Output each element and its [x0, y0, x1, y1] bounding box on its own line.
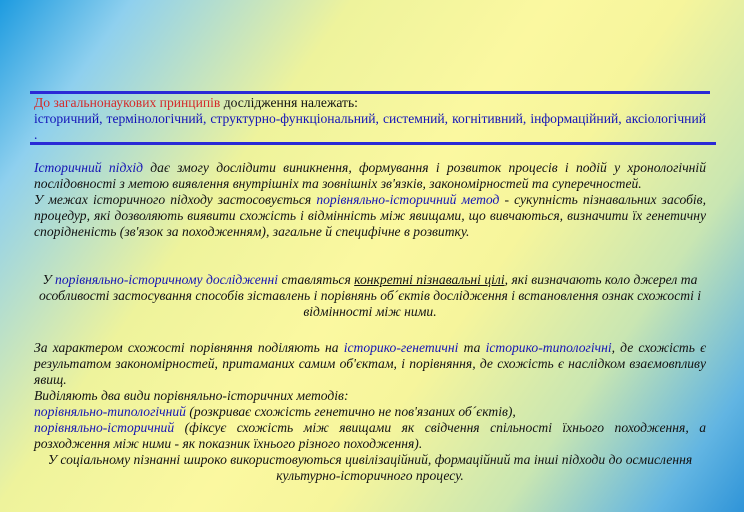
historical-method-text-b: - сукупність пізнавальних засобів, процедур, які дозволяють виявити схожість і відмінність між явищами, що вивчаються, визначити їх генетичну спорідненість (зв'язок за походженням), загальне й специфічне в розвитку. [34, 192, 706, 239]
historical-approach-term: Історичний підхід [34, 160, 144, 175]
comparison-types-paragraph [34, 340, 706, 388]
typological-description: (розкриває схожість генетично не пов'язаних об´єктів), [185, 404, 516, 419]
intro-block [34, 95, 706, 143]
historical-method-text-a: У межах історичного підходу застосовується [34, 192, 317, 207]
bottom-divider-line [30, 142, 716, 145]
historical-approach-paragraph [34, 160, 706, 240]
two-methods-line: Виділяють два види порівняльно-історичних методів: [34, 388, 349, 403]
comparative-study-term: порівняльно-історичному дослідженні [55, 272, 279, 287]
types-text-c: , де схожість є результатом закономірностей, притаманих самим об'єктам, і порівняння, де схожість є наслідком взаємовпливу явищ. [34, 340, 706, 387]
comparison-types-section [34, 340, 706, 484]
historical-approach-text: дає змогу дослідити виникнення, формування і розвиток процесів і подій у хронологічній послідовності з метою виявлення внутрішніх та зовнішніх зв'язків, закономірностей та суперечностей. [34, 160, 706, 191]
comparative-historical-method-term: порівняльно-історичний метод [316, 192, 500, 207]
comparative-study-paragraph [34, 272, 706, 320]
types-text-b: та [458, 340, 486, 355]
intro-red-text: До загальнонаукових принципів [34, 95, 221, 110]
social-cognition-line: У соціальному пізнанні широко використовуються цивілізаційний, формаційний та інші підходи до осмислення культурно-історичного процесу. [47, 452, 693, 483]
historical-typological-term: історико-типологічні [485, 340, 612, 355]
typological-method-line [34, 404, 706, 420]
comparative-text-a: У [42, 272, 56, 287]
historical-method-line [34, 420, 706, 452]
comparative-typological-term: порівняльно-типологічний [34, 404, 186, 419]
intro-black-text: дослідження належать: [220, 95, 358, 110]
intro-heading [34, 95, 706, 111]
top-divider-line [30, 91, 710, 94]
types-text-a: За характером схожості порівняння поділяють на [34, 340, 344, 355]
comparative-historical-term: порівняльно-історичний [34, 420, 175, 435]
comparative-text-b: ставляться [278, 272, 355, 287]
historical-description: (фіксує схожість між явищами як свідчення спільності їхнього походження, а розходження між ними - як показник їхнього різного походження). [34, 420, 706, 451]
principles-list: історичний, термінологічний, структурно-функціональний, системний, когнітивний, інформаційний, аксіологічний . [34, 111, 706, 142]
comparative-text-c: , які визначають коло джерел та особливості застосування способів зіставлень і порівнянь об´єктів дослідження і встановлення ознак схожості і відмінності між ними. [38, 272, 702, 319]
historical-genetic-term: історико-генетичні [343, 340, 459, 355]
cognitive-goals-underlined: конкретні пізнавальні цілі [354, 272, 505, 287]
